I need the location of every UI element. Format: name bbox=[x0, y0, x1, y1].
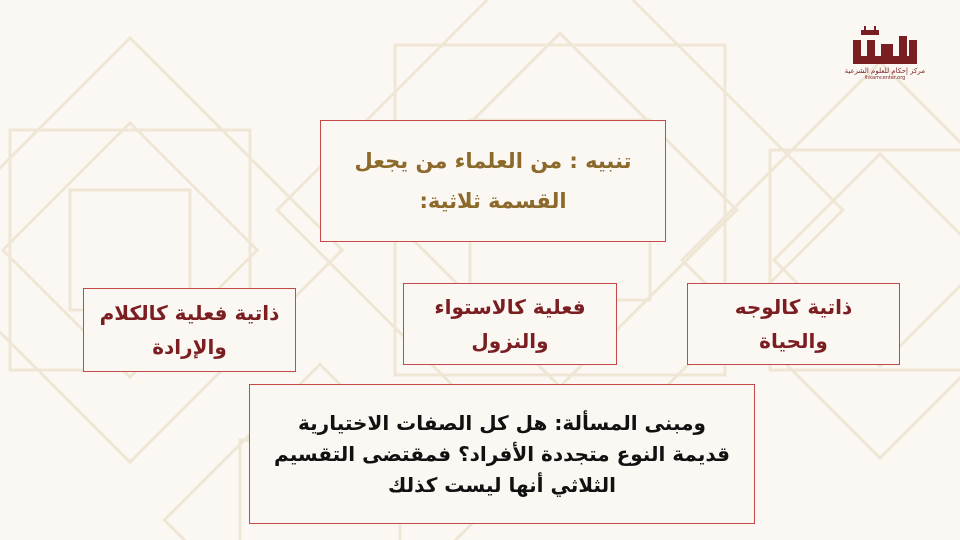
category-line-2: والنزول bbox=[471, 329, 549, 353]
conclusion-line-2: قديمة النوع متجددة الأفراد؟ فمقتضى التقسيم bbox=[274, 441, 730, 466]
category-line-1: ذاتية كالوجه bbox=[734, 295, 853, 319]
category-box-essential bbox=[687, 283, 900, 365]
category-box-actional bbox=[403, 283, 617, 365]
category-box-essential-actional bbox=[83, 288, 296, 372]
category-line-2: والإرادة bbox=[152, 335, 227, 359]
note-line-1: تنبيه : من العلماء من يجعل bbox=[354, 149, 632, 173]
conclusion-line-1: ومبنى المسألة: هل كل الصفات الاختيارية bbox=[298, 410, 706, 435]
conclusion-line-3: الثلاثي أنها ليست كذلك bbox=[388, 472, 616, 497]
category-line-1: ذاتية فعلية كالكلام bbox=[99, 301, 280, 325]
brand-logo bbox=[845, 26, 925, 96]
note-line-2: القسمة ثلاثية: bbox=[419, 189, 567, 213]
logo-website: ihkamcenter.org bbox=[864, 75, 906, 81]
category-line-1: فعلية كالاستواء bbox=[434, 295, 586, 319]
conclusion-box bbox=[249, 384, 755, 524]
note-box bbox=[320, 120, 666, 242]
category-line-2: والحياة bbox=[759, 329, 828, 353]
logo-mark-icon bbox=[849, 26, 921, 66]
logo-subtitle: مركز إحكام للعلوم الشرعية bbox=[844, 67, 925, 75]
